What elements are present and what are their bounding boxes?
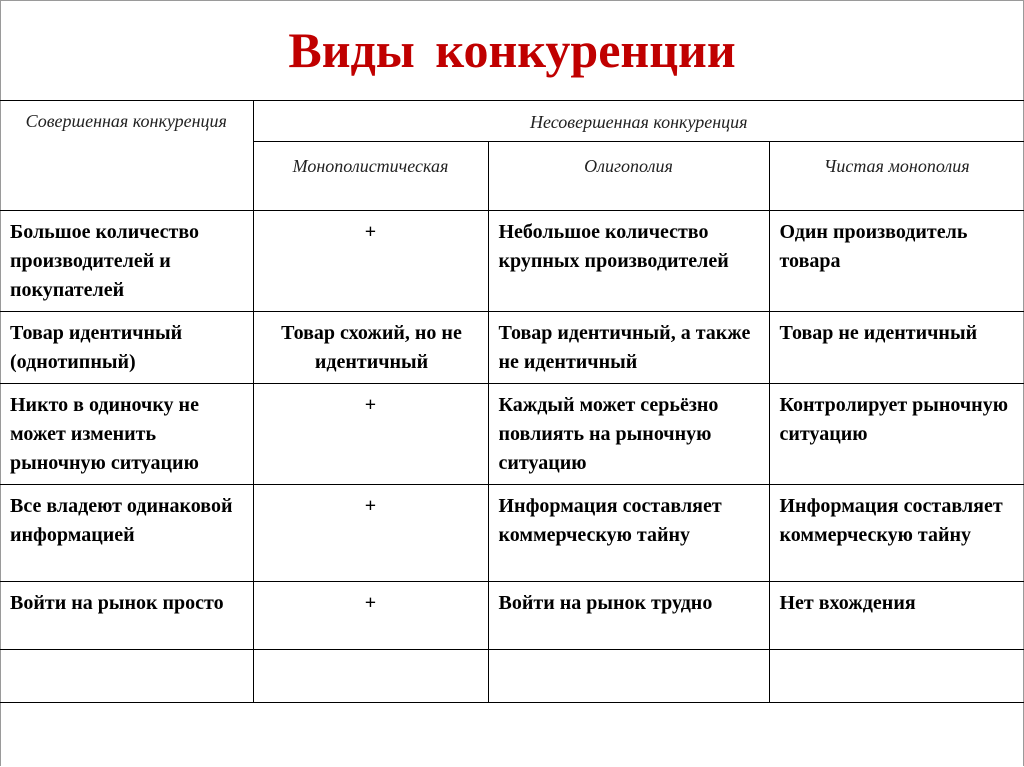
table-cell: + bbox=[253, 485, 488, 582]
table-row bbox=[0, 211, 1024, 312]
slide-title: Виды конкуренции bbox=[288, 22, 736, 78]
table-cell: Информация составляет коммерческую тайну bbox=[488, 485, 769, 582]
table-cell: Товар не идентичный bbox=[769, 312, 1024, 384]
table-cell: Все владеют одинаковой информацией bbox=[0, 485, 253, 582]
table-cell: + bbox=[253, 384, 488, 485]
table-cell: Большое количество производителей и покупателей bbox=[0, 211, 253, 312]
table-cell: Товар схожий, но не идентичный bbox=[253, 312, 488, 384]
table-cell: Товар идентичный (однотипный) bbox=[0, 312, 253, 384]
header-pure-monopoly: Чистая монополия bbox=[769, 142, 1024, 211]
table-cell: Информация составляет коммерческую тайну bbox=[769, 485, 1024, 582]
table-cell: Товар идентичный, а также не идентичный bbox=[488, 312, 769, 384]
table-row bbox=[0, 582, 1024, 650]
header-monopolistic: Монополистическая bbox=[253, 142, 488, 211]
header-imperfect-competition: Несовершенная конкуренция bbox=[253, 101, 1024, 142]
table-cell: Контролирует рыночную ситуацию bbox=[769, 384, 1024, 485]
table-cell: Войти на рынок трудно bbox=[488, 582, 769, 650]
table-cell: Небольшое количество крупных производителей bbox=[488, 211, 769, 312]
table-row bbox=[0, 485, 1024, 582]
table-row bbox=[0, 312, 1024, 384]
table-cell: Один производитель товара bbox=[769, 211, 1024, 312]
table-cell: + bbox=[253, 211, 488, 312]
table-row bbox=[0, 384, 1024, 485]
table-cell: + bbox=[253, 582, 488, 650]
table-row bbox=[0, 650, 1024, 703]
table-cell bbox=[0, 650, 253, 703]
table-cell bbox=[253, 650, 488, 703]
competition-table bbox=[0, 100, 1024, 703]
table-cell: Войти на рынок просто bbox=[0, 582, 253, 650]
table-cell bbox=[769, 650, 1024, 703]
table-cell: Каждый может серьёзно повлиять на рыночную ситуацию bbox=[488, 384, 769, 485]
header-perfect-competition: Совершенная конкуренция bbox=[0, 101, 253, 211]
header-row bbox=[0, 101, 1024, 142]
table-cell: Нет вхождения bbox=[769, 582, 1024, 650]
header-oligopoly: Олигополия bbox=[488, 142, 769, 211]
table-cell bbox=[488, 650, 769, 703]
table-cell: Никто в одиночку не может изменить рыночную ситуацию bbox=[0, 384, 253, 485]
